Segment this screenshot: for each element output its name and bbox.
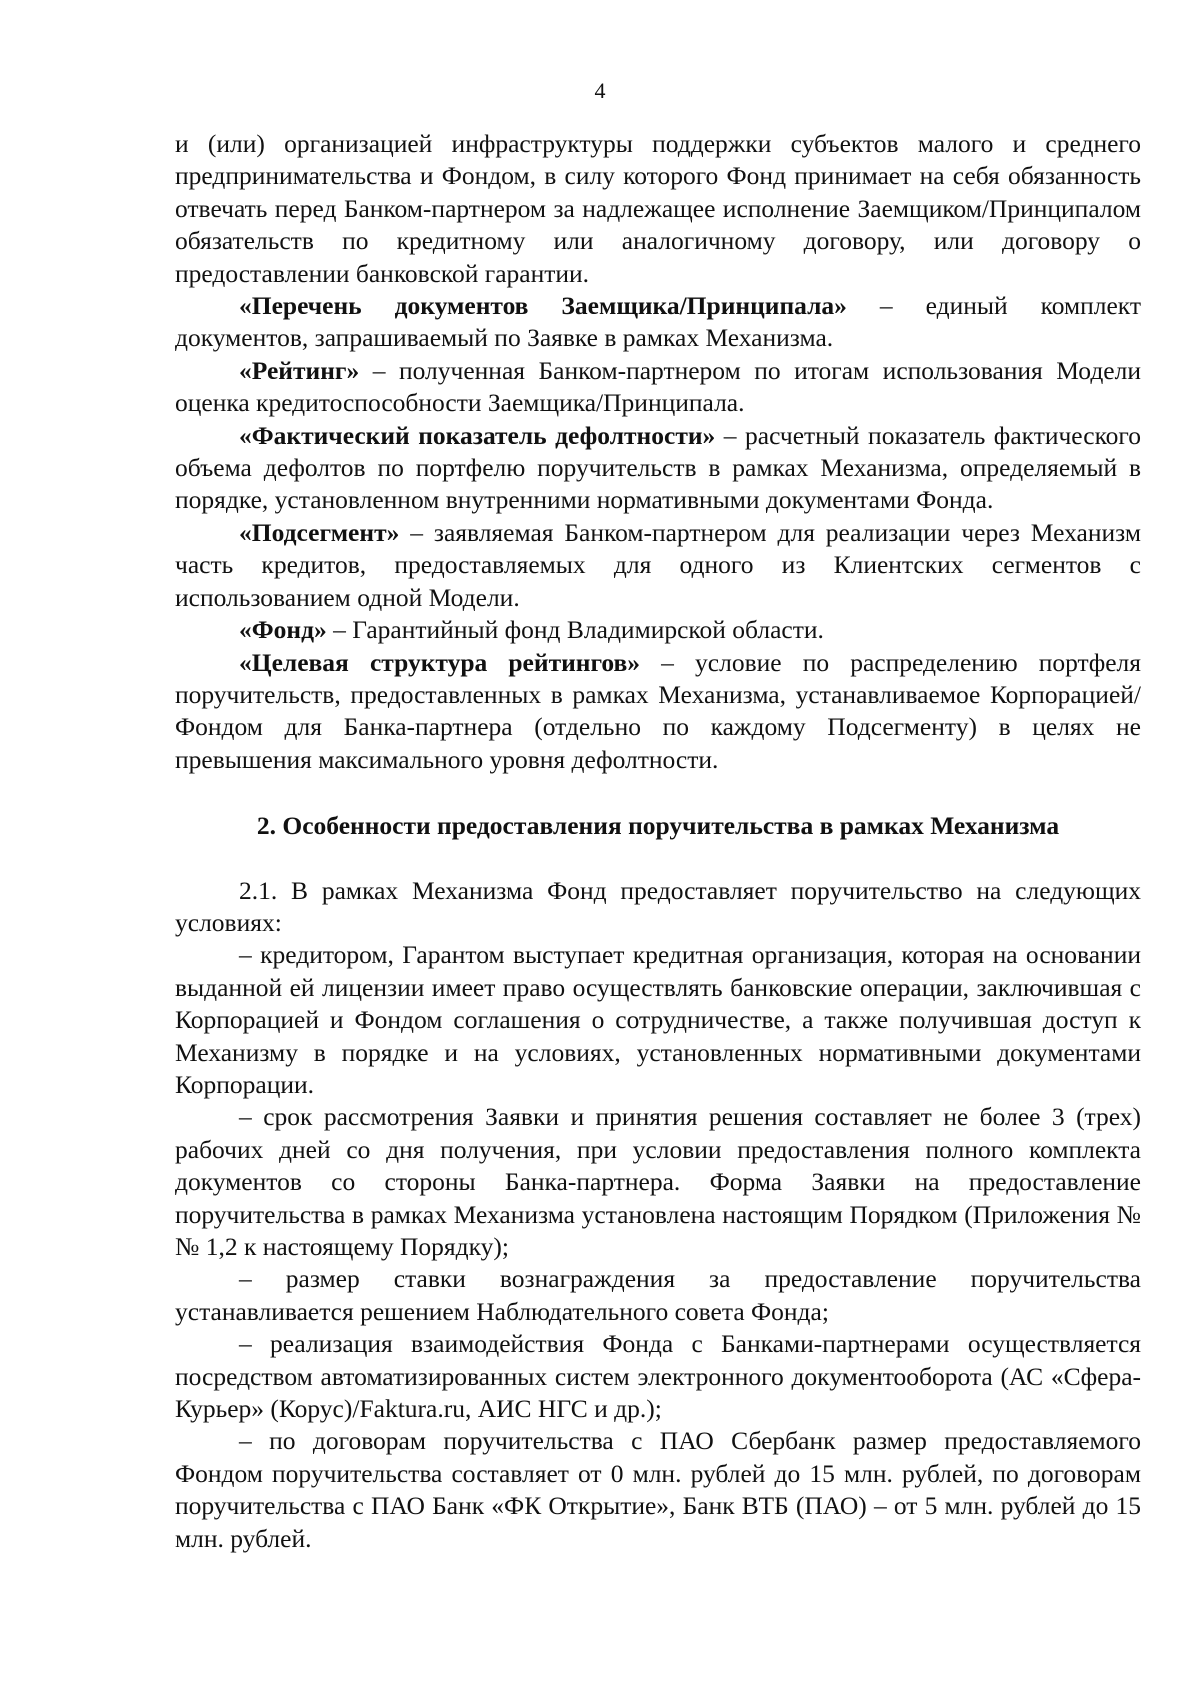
definition-paragraph — [175, 290, 1141, 355]
definition-paragraph — [175, 647, 1141, 777]
definition-paragraph — [175, 614, 1141, 646]
definition-text: – заявляемая Банком-партнером для реализации через Механизм часть кредитов, предоставляемых для одного из Клиентских сегментов с использованием одной Модели. — [175, 517, 1141, 612]
section-paragraph: – реализация взаимодействия Фонда с Банками-партнерами осуществляется посредством автоматизированных систем электронного документооборота (АС «Сфера-Курьер» (Корус)/Faktura.ru, АИС НГС и др.); — [175, 1329, 1141, 1424]
definition-paragraph — [175, 517, 1141, 614]
document-body — [175, 128, 1141, 1555]
definition-term: «Рейтинг» — [239, 355, 360, 385]
definition-term: «Фактический показатель дефолтности» — [239, 420, 716, 450]
definition-text: – Гарантийный фонд Владимирской области. — [326, 615, 824, 645]
definition-term: «Перечень документов Заемщика/Принципала» — [239, 291, 847, 321]
page-number: 4 — [594, 78, 606, 103]
definition-text: – единый комплект документов, запрашиваемый по Заявке в рамках Механизма. — [175, 291, 1141, 353]
section-paragraph: – кредитором, Гарантом выступает кредитная организация, которая на основании выданной ей лицензии имеет право осуществлять банковские операции, заключившая с Корпорацией и Фондом соглашения о сотрудничестве, а также получившая доступ к Механизму в порядке и на условиях, установленных нормативными документами Корпорации. — [175, 940, 1141, 1099]
section-paragraph: – срок рассмотрения Заявки и принятия решения составляет не более 3 (трех) рабочих дней со дня получения, при условии предоставления полного комплекта документов со стороны Банка-партнера. Форма Заявки на предоставление поручительства в рамках Механизма установлена настоящим Порядком (Приложения № № 1,2 к настоящему Порядку); — [175, 1102, 1141, 1261]
section-paragraph: – по договорам поручительства с ПАО Сбербанк размер предоставляемого Фондом поручительства составляет от 0 млн. рублей до 15 млн. рублей, по договорам поручительства с ПАО Банк «ФК Открытие», Банк ВТБ (ПАО) – от 5 млн. рублей до 15 млн. рублей. — [175, 1426, 1141, 1553]
definition-term: «Целевая структура рейтингов» — [239, 647, 641, 677]
definition-text: – условие по распределению портфеля поручительств, предоставленных в рамках Механизма, устанавливаемое Корпорацией/Фондом для Банка-партнера (отдельно по каждому Подсегменту) в целях не превышения максимального уровня дефолтности. — [175, 647, 1141, 774]
definition-paragraph — [175, 355, 1141, 420]
section-paragraph: 2.1. В рамках Механизма Фонд предоставляет поручительство на следующих условиях: — [175, 875, 1141, 937]
definition-text: – полученная Банком-партнером по итогам использования Модели оценка кредитоспособности Заемщика/Принципала. — [175, 355, 1141, 418]
definition-text: – расчетный показатель фактического объема дефолтов по портфелю поручительств в рамках Механизма, определяемый в порядке, установленном внутренними нормативными документами Фонда. — [175, 420, 1141, 515]
definition-term: «Подсегмент» — [239, 517, 400, 547]
definition-paragraph — [175, 420, 1141, 517]
intro-paragraph: и (или) организацией инфраструктуры поддержки субъектов малого и среднего предпринимательства и Фондом, в силу которого Фонд принимает на себя обязанность отвечать перед Банком-партнером за надлежащее исполнение Заемщиком/Принципалом обязательств по кредитному или аналогичному договору, или договору о предоставлении банковской гарантии. — [175, 129, 1141, 288]
definition-term: «Фонд» — [239, 615, 327, 645]
section-heading: 2. Особенности предоставления поручительства в рамках Механизма — [256, 811, 1060, 841]
section-paragraph: – размер ставки вознаграждения за предоставление поручительства устанавливается решением Наблюдательного совета Фонда; — [175, 1264, 1141, 1326]
